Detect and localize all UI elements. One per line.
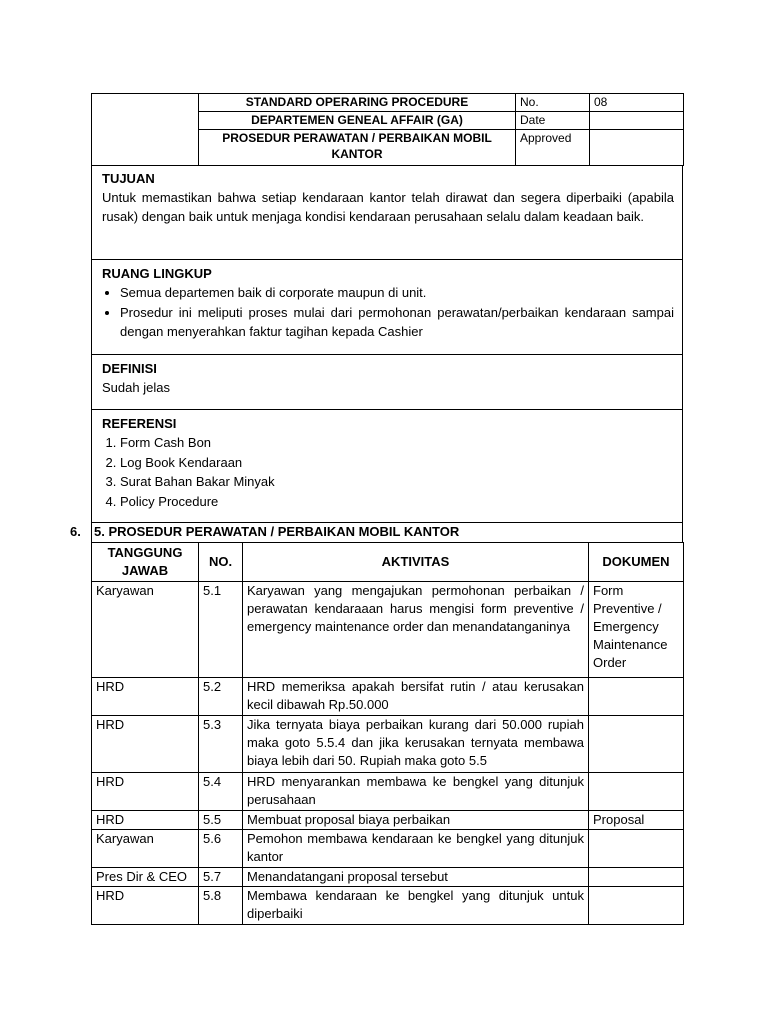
- aktivitas-cell: Membawa kendaraan ke bengkel yang ditunjuk untuk diperbaiki: [243, 887, 589, 925]
- pj-cell: Karyawan: [92, 830, 199, 868]
- dokumen-cell: Form Preventive / Emergency Maintenance Order: [589, 582, 684, 678]
- no-cell: 5.5: [199, 811, 243, 830]
- table-row: [92, 716, 684, 773]
- pj-cell: HRD: [92, 811, 199, 830]
- definisi-section: [91, 355, 683, 410]
- department-name: DEPARTEMEN GENEAL AFFAIR (GA): [199, 112, 516, 130]
- dokumen-cell: [589, 868, 684, 887]
- column-header: NO.: [199, 543, 243, 582]
- table-row: [92, 830, 684, 868]
- sop-header-table: [91, 93, 684, 166]
- table-row: [92, 582, 684, 678]
- aktivitas-cell: Menandatangani proposal tersebut: [243, 868, 589, 887]
- referensi-title: REFERENSI: [102, 416, 177, 431]
- aktivitas-cell: HRD menyarankan membawa ke bengkel yang ditunjuk perusahaan: [243, 773, 589, 811]
- logo-cell: [92, 94, 199, 166]
- list-item: • Semua departemen baik di corporate maupun di unit.: [120, 283, 674, 303]
- dokumen-cell: [589, 887, 684, 925]
- referensi-list: [102, 433, 674, 511]
- pj-cell: HRD: [92, 773, 199, 811]
- date-label: Date: [516, 112, 590, 130]
- definisi-text: Sudah jelas: [102, 380, 170, 395]
- dokumen-cell: [589, 773, 684, 811]
- aktivitas-cell: Jika ternyata biaya perbaikan kurang dari 50.000 rupiah maka goto 5.5.4 dan jika kerusakan ternyata membawa biaya lebih dari 50. Rupiah maka goto 5.5: [243, 716, 589, 773]
- no-cell: 5.6: [199, 830, 243, 868]
- prosedur-table: [91, 542, 684, 925]
- date-value: [590, 112, 684, 130]
- column-header: AKTIVITAS: [243, 543, 589, 582]
- table-row: [92, 868, 684, 887]
- list-item: • Prosedur ini meliputi proses mulai dari permohonan perawatan/perbaikan kendaraan sampai dengan menyerahkan faktur tagihan kepada Cashier: [120, 303, 674, 342]
- no-cell: 5.4: [199, 773, 243, 811]
- tujuan-title: TUJUAN: [102, 171, 155, 186]
- pj-cell: HRD: [92, 716, 199, 773]
- list-item: 3. Surat Bahan Bakar Minyak: [120, 472, 674, 492]
- dokumen-cell: [589, 716, 684, 773]
- definisi-title: DEFINISI: [102, 361, 157, 376]
- aktivitas-cell: HRD memeriksa apakah bersifat rutin / atau kerusakan kecil dibawah Rp.50.000: [243, 678, 589, 716]
- section-number: 6.: [70, 524, 81, 539]
- no-cell: 5.8: [199, 887, 243, 925]
- no-cell: 5.1: [199, 582, 243, 678]
- pj-cell: Karyawan: [92, 582, 199, 678]
- table-row: [92, 887, 684, 925]
- table-row: [92, 678, 684, 716]
- ruang-lingkup-section: [91, 260, 683, 355]
- pj-cell: HRD: [92, 887, 199, 925]
- dokumen-cell: [589, 678, 684, 716]
- ruang-lingkup-title: RUANG LINGKUP: [102, 266, 212, 281]
- prosedur-title: 5. PROSEDUR PERAWATAN / PERBAIKAN MOBIL KANTOR: [91, 523, 683, 542]
- aktivitas-cell: Pemohon membawa kendaraan ke bengkel yang ditunjuk kantor: [243, 830, 589, 868]
- pj-cell: Pres Dir & CEO: [92, 868, 199, 887]
- tujuan-section: [91, 165, 683, 260]
- list-item: 2. Log Book Kendaraan: [120, 453, 674, 473]
- procedure-name: PROSEDUR PERAWATAN / PERBAIKAN MOBIL KANTOR: [199, 130, 516, 166]
- approved-value: [590, 130, 684, 166]
- column-header: DOKUMEN: [589, 543, 684, 582]
- referensi-section: [91, 410, 683, 523]
- sop-title: STANDARD OPERARING PROCEDURE: [199, 94, 516, 112]
- table-row: [92, 773, 684, 811]
- list-item: 4. Policy Procedure: [120, 492, 674, 512]
- ruang-lingkup-list: [102, 283, 674, 342]
- list-item: 1. Form Cash Bon: [120, 433, 674, 453]
- dokumen-cell: [589, 830, 684, 868]
- table-row: [92, 811, 684, 830]
- no-label: No.: [516, 94, 590, 112]
- tujuan-text: Untuk memastikan bahwa setiap kendaraan kantor telah dirawat dan segera diperbaiki (apabila rusak) dengan baik untuk menjaga kondisi kendaraan perusahaan selalu dalam keadaan baik.: [102, 190, 674, 224]
- approved-label: Approved: [516, 130, 590, 166]
- dokumen-cell: Proposal: [589, 811, 684, 830]
- pj-cell: HRD: [92, 678, 199, 716]
- no-cell: 5.3: [199, 716, 243, 773]
- column-header: TANGGUNG JAWAB: [92, 543, 199, 582]
- no-cell: 5.2: [199, 678, 243, 716]
- aktivitas-cell: Membuat proposal biaya perbaikan: [243, 811, 589, 830]
- no-cell: 5.7: [199, 868, 243, 887]
- no-value: 08: [590, 94, 684, 112]
- aktivitas-cell: Karyawan yang mengajukan permohonan perbaikan / perawatan kendaraaan harus mengisi form preventive / emergency maintenance order dan menandatanganinya: [243, 582, 589, 678]
